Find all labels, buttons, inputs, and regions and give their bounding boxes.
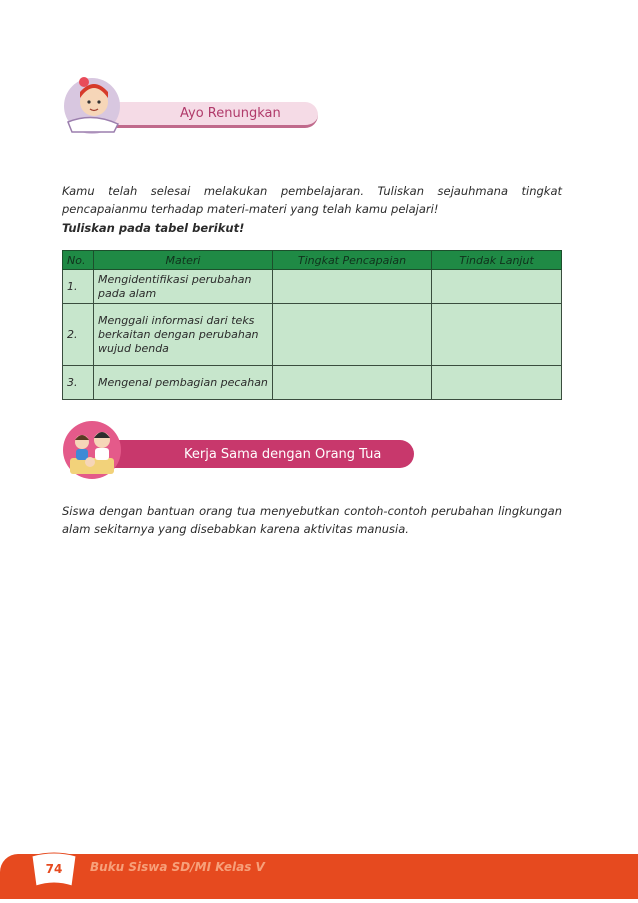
cell-no: 2. [63,304,94,366]
table-header-row [63,251,562,270]
cell-tindak[interactable] [432,366,562,400]
cell-tindak[interactable] [432,304,562,366]
kerja-sama-label: Kerja Sama dengan Orang Tua [184,446,382,462]
col-header-materi: Materi [94,251,273,270]
cell-tindak[interactable] [432,270,562,304]
cell-tingkat[interactable] [273,270,432,304]
page-footer [0,850,638,903]
cell-tingkat[interactable] [273,304,432,366]
cell-no: 1. [63,270,94,304]
banner-label-bar [110,440,414,468]
table-row [63,366,562,400]
col-header-no: No. [63,251,94,270]
reflection-paragraph: Kamu telah selesai melakukan pembelajaran. Tuliskan sejauhmana tingkat pencapaianmu terhadap materi-materi yang telah kamu pelajari! [62,183,562,216]
book-title: Buku Siswa SD/MI Kelas V [90,860,265,874]
table-row [63,270,562,304]
kerja-sama-banner [60,418,382,482]
ayo-renungkan-label: Ayo Renungkan [180,106,281,121]
table-row [63,304,562,366]
col-header-tindak: Tindak Lanjut [432,251,562,270]
cell-materi: Menggali informasi dari teks berkaitan dengan perubahan wujud benda [94,304,273,366]
ayo-renungkan-banner [60,72,281,136]
page-number: 74 [45,862,63,876]
banner-label-bar [110,102,318,128]
achievement-table [62,250,562,400]
cell-tingkat[interactable] [273,366,432,400]
family-icon [60,418,124,482]
cell-materi: Mengenal pembagian pecahan [94,366,273,400]
col-header-tingkat: Tingkat Pencapaian [273,251,432,270]
thinking-girl-icon [60,72,124,136]
cell-materi: Mengidentifikasi perubahan pada alam [94,270,273,304]
cell-no: 3. [63,366,94,400]
reflection-instruction: Tuliskan pada tabel berikut! [62,220,245,235]
cooperation-paragraph: Siswa dengan bantuan orang tua menyebutkan contoh-contoh perubahan lingkungan alam sekitarnya yang disebabkan karena aktivitas manusia. [62,503,562,536]
